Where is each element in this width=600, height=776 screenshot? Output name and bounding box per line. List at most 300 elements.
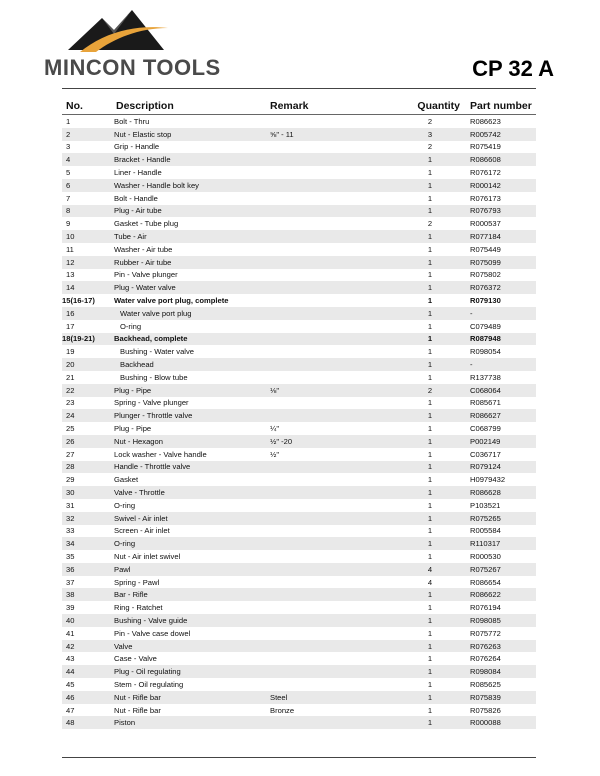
cell-part-number: H0979432 [470, 475, 506, 485]
cell-no: 38 [62, 588, 106, 601]
cell-quantity: 1 [427, 347, 433, 357]
cell-quantity: 1 [394, 588, 466, 601]
cell-no: 33 [66, 526, 75, 536]
cell-part-number: R076793 [466, 205, 536, 218]
cell-part-number: R075802 [470, 270, 501, 280]
cell-quantity: 1 [427, 705, 433, 715]
page-header [0, 0, 600, 84]
table-row [62, 550, 536, 563]
cell-remark [270, 627, 394, 640]
cell-part-number: - [466, 307, 536, 320]
cell-description: Plug - Oil regulating [106, 665, 270, 678]
cell-no: 32 [62, 512, 106, 525]
cell-description: Bracket - Handle [106, 153, 270, 166]
cell-remark [270, 640, 394, 653]
cell-remark [270, 358, 394, 371]
cell-remark [270, 320, 394, 333]
cell-remark [270, 614, 394, 627]
cell-remark: ½" [270, 449, 280, 459]
cell-description: Nut - Elastic stop [106, 128, 270, 141]
cell-no: 16 [62, 307, 106, 320]
cell-remark [270, 281, 394, 294]
cell-remark [270, 588, 394, 601]
cell-remark [270, 652, 394, 665]
cell-part-number: R098054 [470, 347, 501, 357]
cell-part-number: R098084 [466, 665, 536, 678]
cell-quantity: 1 [427, 296, 433, 306]
cell-quantity: 1 [427, 603, 433, 613]
cell-part-number: R005584 [470, 526, 501, 536]
table-row [62, 307, 536, 320]
cell-description: Backhead, complete [106, 333, 270, 346]
cell-quantity: 1 [427, 270, 433, 280]
cell-no: 44 [62, 665, 106, 678]
table-row [62, 448, 536, 461]
cell-remark: ¼" [270, 424, 280, 434]
cell-no: 22 [62, 384, 106, 397]
top-divider [62, 88, 536, 89]
cell-description: Plunger - Throttle valve [106, 409, 270, 422]
table-row [62, 422, 536, 435]
cell-description: O-ring [106, 537, 270, 550]
cell-description: Lock washer - Valve handle [114, 449, 207, 459]
cell-no: 20 [62, 358, 106, 371]
cell-remark [270, 333, 394, 346]
table-row [62, 576, 536, 589]
table-row [62, 486, 536, 499]
cell-part-number: R000088 [466, 716, 536, 729]
cell-description: Bar - Rifle [106, 588, 270, 601]
column-header-remark: Remark [270, 98, 394, 115]
table-row [62, 281, 536, 294]
cell-no: 37 [66, 577, 75, 587]
cell-quantity: 1 [427, 321, 433, 331]
cell-remark [270, 409, 394, 422]
cell-part-number: R077184 [466, 230, 536, 243]
cell-description: Bolt - Thru [114, 116, 150, 126]
cell-part-number: R086627 [466, 409, 536, 422]
cell-description: Ring - Ratchet [114, 603, 163, 613]
cell-quantity: 1 [427, 244, 433, 254]
cell-no: 13 [66, 270, 75, 280]
cell-remark [270, 243, 394, 256]
cell-no: 35 [66, 551, 75, 561]
cell-description: Piston [106, 716, 270, 729]
cell-description: Pin - Valve case dowel [114, 628, 191, 638]
cell-no: 42 [62, 640, 106, 653]
cell-description: Plug - Air tube [106, 205, 270, 218]
cell-part-number: R098085 [466, 614, 536, 627]
cell-quantity: 1 [394, 512, 466, 525]
cell-part-number: R079130 [470, 296, 501, 306]
cell-description: Grip - Handle [114, 142, 160, 152]
cell-part-number: R076173 [470, 193, 501, 203]
cell-no: 10 [62, 230, 106, 243]
cell-quantity: 2 [394, 384, 466, 397]
cell-quantity: 1 [427, 526, 433, 536]
cell-description: Stem - Oil regulating [114, 679, 184, 689]
cell-quantity: 1 [394, 153, 466, 166]
table-row [62, 409, 536, 422]
cell-remark [270, 141, 394, 154]
table-row [62, 141, 536, 154]
cell-quantity: 1 [394, 409, 466, 422]
cell-no: 14 [62, 281, 106, 294]
cell-part-number: R085625 [470, 679, 501, 689]
table-row [62, 320, 536, 333]
cell-remark [270, 269, 394, 282]
cell-description: Liner - Handle [114, 168, 162, 178]
cell-remark [270, 230, 394, 243]
cell-description: Bushing - Water valve [120, 347, 194, 357]
cell-quantity: 1 [394, 307, 466, 320]
cell-no: 23 [66, 398, 75, 408]
cell-description: Valve [106, 640, 270, 653]
cell-description: Water valve port plug, complete [114, 296, 229, 306]
table-row [62, 525, 536, 538]
cell-remark: ⅛" [270, 384, 394, 397]
cell-part-number: R137738 [470, 372, 501, 382]
cell-remark [270, 115, 394, 128]
cell-description: Backhead [106, 358, 270, 371]
cell-part-number: R076264 [470, 654, 501, 664]
cell-part-number: R110317 [466, 537, 536, 550]
cell-description: Nut - Rifle bar [114, 705, 161, 715]
cell-remark [270, 576, 394, 589]
table-row [62, 640, 536, 653]
cell-quantity: 1 [394, 230, 466, 243]
cell-description: Nut - Air inlet swivel [114, 551, 181, 561]
cell-part-number: P103521 [470, 500, 501, 510]
cell-part-number: R076172 [470, 168, 501, 178]
cell-no: 27 [66, 449, 75, 459]
cell-part-number: R075267 [466, 563, 536, 576]
cell-no: 43 [66, 654, 75, 664]
cell-description: Tube - Air [106, 230, 270, 243]
cell-description: Nut - Hexagon [106, 435, 270, 448]
cell-remark [270, 563, 394, 576]
table-row [62, 588, 536, 601]
table-row [62, 333, 536, 346]
table-row [62, 358, 536, 371]
cell-no: 48 [62, 716, 106, 729]
cell-quantity: 1 [394, 333, 466, 346]
cell-no: 19 [66, 347, 75, 357]
cell-quantity: 1 [394, 614, 466, 627]
cell-no: 6 [62, 179, 106, 192]
table-row [62, 614, 536, 627]
cell-description: Bushing - Valve guide [106, 614, 270, 627]
cell-description: Rubber - Air tube [106, 256, 270, 269]
cell-description: Screen - Air inlet [114, 526, 170, 536]
cell-description: Gasket [114, 475, 139, 485]
table-row [62, 192, 536, 205]
cell-remark [270, 550, 394, 563]
table-row [62, 217, 536, 230]
cell-quantity: 1 [394, 179, 466, 192]
table-row [62, 345, 536, 358]
cell-no: 4 [62, 153, 106, 166]
cell-remark [270, 153, 394, 166]
cell-description: Water valve port plug [106, 307, 270, 320]
table-header-row [62, 98, 536, 115]
cell-no: 30 [62, 486, 106, 499]
cell-part-number: R075099 [466, 256, 536, 269]
cell-remark [270, 499, 394, 512]
parts-table-body [62, 115, 536, 730]
cell-quantity: 1 [394, 716, 466, 729]
cell-description: Nut - Rifle bar [106, 691, 270, 704]
table-row [62, 166, 536, 179]
cell-no: 46 [62, 691, 106, 704]
cell-part-number: P002149 [466, 435, 536, 448]
cell-part-number: R076372 [466, 281, 536, 294]
cell-description: Plug - Pipe [106, 384, 270, 397]
cell-description: Valve - Throttle [106, 486, 270, 499]
table-row [62, 179, 536, 192]
cell-description: Pawl [106, 563, 270, 576]
cell-quantity: 1 [427, 628, 433, 638]
cell-part-number: C036717 [470, 449, 501, 459]
cell-remark [270, 256, 394, 269]
cell-no: 26 [62, 435, 106, 448]
cell-remark [270, 525, 394, 538]
table-row [62, 205, 536, 218]
cell-remark [270, 461, 394, 474]
cell-quantity: 1 [427, 654, 433, 664]
cell-quantity: 1 [394, 435, 466, 448]
cell-part-number: R086628 [466, 486, 536, 499]
cell-part-number: R079124 [466, 461, 536, 474]
bottom-divider [62, 757, 536, 758]
column-header-part-number: Part number [466, 98, 536, 115]
cell-quantity: 1 [427, 193, 433, 203]
cell-quantity: 1 [427, 449, 433, 459]
cell-part-number: R076263 [466, 640, 536, 653]
mincon-logo-icon [62, 6, 202, 54]
cell-part-number: C068799 [470, 424, 501, 434]
table-row [62, 652, 536, 665]
cell-no: 39 [66, 603, 75, 613]
cell-remark [270, 294, 394, 307]
brand-name: MINCON TOOLS [44, 55, 221, 80]
cell-quantity: 1 [427, 168, 433, 178]
cell-quantity: 4 [427, 577, 433, 587]
cell-no: 2 [62, 128, 106, 141]
cell-no: 28 [62, 461, 106, 474]
column-header-description: Description [106, 98, 270, 115]
cell-quantity: 2 [427, 116, 433, 126]
cell-description: Washer - Handle bolt key [106, 179, 270, 192]
cell-quantity: 1 [394, 205, 466, 218]
cell-description: Washer - Air tube [114, 244, 173, 254]
cell-quantity: 2 [427, 142, 433, 152]
cell-part-number: R086608 [466, 153, 536, 166]
table-row [62, 294, 536, 307]
cell-no: 1 [66, 116, 71, 126]
table-row [62, 512, 536, 525]
cell-quantity: 1 [427, 551, 433, 561]
cell-remark [270, 179, 394, 192]
cell-part-number: R087948 [466, 333, 536, 346]
cell-part-number: C068064 [466, 384, 536, 397]
cell-quantity: 1 [427, 424, 433, 434]
cell-remark: Steel [270, 691, 394, 704]
cell-quantity: 2 [427, 219, 433, 229]
cell-part-number: R075772 [470, 628, 501, 638]
table-row [62, 537, 536, 550]
cell-remark [270, 205, 394, 218]
cell-no: 15(16-17) [62, 296, 95, 306]
table-row [62, 269, 536, 282]
table-row [62, 499, 536, 512]
table-row [62, 256, 536, 269]
model-title: CP 32 A [472, 56, 554, 81]
cell-part-number: C079489 [470, 321, 501, 331]
cell-part-number: R086623 [470, 116, 501, 126]
cell-no: 40 [62, 614, 106, 627]
cell-remark [270, 371, 394, 384]
table-row [62, 153, 536, 166]
table-row [62, 461, 536, 474]
cell-remark [270, 307, 394, 320]
cell-no: 21 [66, 372, 75, 382]
cell-remark [270, 473, 394, 486]
cell-quantity: 1 [427, 679, 433, 689]
table-row [62, 371, 536, 384]
cell-description: O-ring [120, 321, 142, 331]
cell-quantity: 1 [427, 475, 433, 485]
cell-remark [270, 716, 394, 729]
table-row [62, 115, 536, 128]
cell-description: Bolt - Handle [114, 193, 158, 203]
cell-remark [270, 345, 394, 358]
cell-quantity: 1 [394, 537, 466, 550]
cell-quantity: 1 [427, 398, 433, 408]
cell-no: 34 [62, 537, 106, 550]
table-row [62, 230, 536, 243]
cell-description: Bushing - Blow tube [120, 372, 188, 382]
cell-no: 47 [66, 705, 75, 715]
table-row [62, 691, 536, 704]
cell-part-number: R076194 [470, 603, 501, 613]
cell-remark [270, 537, 394, 550]
table-row [62, 397, 536, 410]
cell-description: Swivel - Air inlet [106, 512, 270, 525]
cell-part-number: R005742 [466, 128, 536, 141]
cell-no: 45 [66, 679, 75, 689]
table-row [62, 473, 536, 486]
cell-description: Pin - Valve plunger [114, 270, 178, 280]
table-row [62, 563, 536, 576]
cell-quantity: 1 [394, 486, 466, 499]
cell-remark: ½" -20 [270, 435, 394, 448]
cell-part-number: R000530 [470, 551, 501, 561]
cell-description: Case - Valve [114, 654, 157, 664]
table-row [62, 128, 536, 141]
cell-no: 18(19-21) [62, 333, 106, 346]
cell-description: Plug - Water valve [106, 281, 270, 294]
cell-no: 31 [66, 500, 75, 510]
cell-quantity: 1 [394, 640, 466, 653]
cell-quantity: 1 [427, 500, 433, 510]
cell-no: 29 [66, 475, 75, 485]
cell-remark [270, 678, 394, 691]
cell-remark [270, 486, 394, 499]
cell-no: 7 [66, 193, 71, 203]
cell-part-number: R085671 [470, 398, 501, 408]
cell-part-number: R075449 [470, 244, 501, 254]
cell-no: 12 [62, 256, 106, 269]
cell-part-number: - [466, 358, 536, 371]
cell-no: 9 [66, 219, 71, 229]
cell-description: Gasket - Tube plug [114, 219, 179, 229]
cell-part-number: R075826 [470, 705, 501, 715]
cell-remark [270, 217, 394, 230]
cell-part-number: R086654 [470, 577, 501, 587]
cell-no: 5 [66, 168, 71, 178]
cell-quantity: 1 [394, 281, 466, 294]
cell-remark: Bronze [270, 705, 295, 715]
cell-quantity: 1 [394, 256, 466, 269]
cell-quantity: 1 [394, 691, 466, 704]
cell-quantity: 1 [394, 665, 466, 678]
cell-no: 11 [66, 244, 74, 254]
table-row [62, 243, 536, 256]
cell-no: 3 [66, 142, 71, 152]
cell-no: 24 [62, 409, 106, 422]
table-row [62, 384, 536, 397]
table-row [62, 704, 536, 717]
cell-description: O-ring [114, 500, 136, 510]
cell-part-number: R000537 [470, 219, 501, 229]
table-row [62, 678, 536, 691]
cell-no: 36 [62, 563, 106, 576]
table-row [62, 601, 536, 614]
cell-quantity: 3 [394, 128, 466, 141]
cell-no: 8 [62, 205, 106, 218]
cell-part-number: R075839 [466, 691, 536, 704]
cell-remark [270, 397, 394, 410]
cell-description: Spring - Valve plunger [114, 398, 189, 408]
cell-remark [270, 192, 394, 205]
cell-no: 41 [66, 628, 75, 638]
cell-part-number: R075419 [470, 142, 501, 152]
cell-description: Plug - Pipe [114, 424, 152, 434]
column-header-quantity: Quantity [394, 98, 466, 115]
cell-quantity: 1 [394, 461, 466, 474]
table-row [62, 665, 536, 678]
cell-part-number: R075265 [466, 512, 536, 525]
column-header-no: No. [62, 98, 106, 115]
cell-no: 25 [66, 424, 75, 434]
parts-table [62, 98, 536, 729]
cell-description: Handle - Throttle valve [106, 461, 270, 474]
cell-quantity: 1 [427, 372, 433, 382]
cell-remark [270, 512, 394, 525]
cell-description: Spring - Pawl [114, 577, 160, 587]
cell-part-number: R000142 [466, 179, 536, 192]
cell-remark [270, 166, 394, 179]
cell-quantity: 4 [394, 563, 466, 576]
cell-part-number: R086622 [466, 588, 536, 601]
cell-remark [270, 665, 394, 678]
cell-quantity: 1 [394, 358, 466, 371]
cell-remark [270, 601, 394, 614]
table-row [62, 435, 536, 448]
table-row [62, 716, 536, 729]
cell-no: 17 [66, 321, 75, 331]
